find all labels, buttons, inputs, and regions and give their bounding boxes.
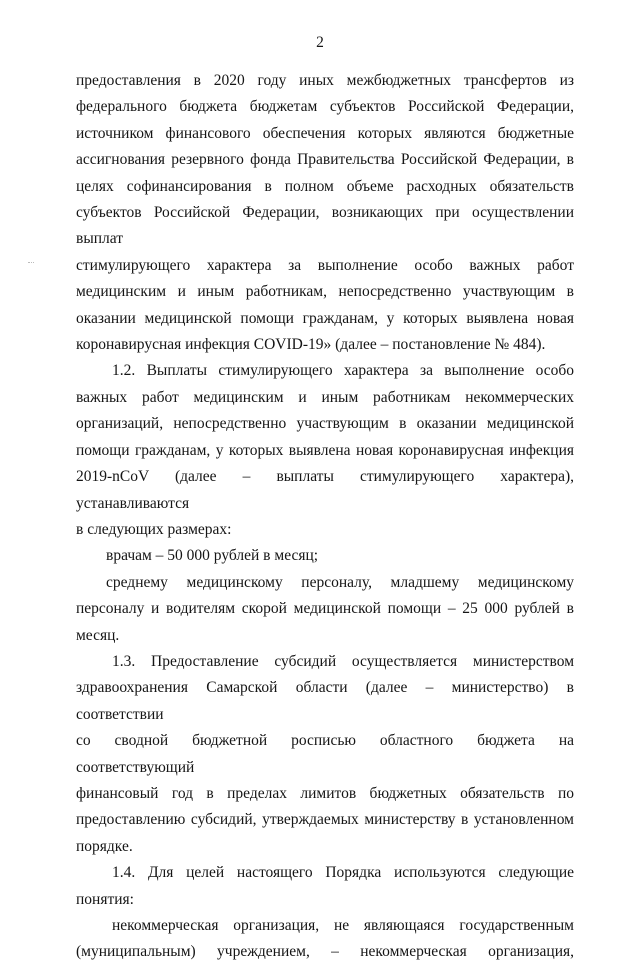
text-line: федерального бюджета бюджетам субъектов Российской Федерации, bbox=[76, 98, 574, 116]
text-line: стимулирующего характера за выполнение особо важных работ bbox=[76, 256, 574, 274]
text-line: субъектов Российской Федерации, возникающих при осуществлении выплат bbox=[76, 204, 574, 248]
text-line: персоналу и водителям скорой медицинской помощи – 25 000 рублей в bbox=[76, 600, 574, 618]
text-line: источником финансового обеспечения которых являются бюджетные bbox=[76, 124, 574, 142]
page-number: 2 bbox=[316, 34, 324, 51]
scan-edge-mark bbox=[28, 262, 34, 269]
text-line: (муниципальным) учреждением, – некоммерческая организация, bbox=[76, 943, 574, 961]
text-line: месяц. bbox=[76, 626, 120, 644]
text-line: понятия: bbox=[76, 890, 134, 908]
text-line: целях софинансирования в полном объеме расходных обязательств bbox=[76, 177, 574, 195]
text-line: ассигнования резервного фонда Правительства Российской Федерации, в bbox=[76, 151, 574, 169]
text-line: со сводной бюджетной росписью областного бюджета на соответствующий bbox=[76, 732, 574, 776]
text-line: предоставлению субсидий, утверждаемых министерству в установленном bbox=[76, 811, 574, 829]
text-line: в следующих размерах: bbox=[76, 520, 232, 538]
text-line: медицинским и иным работникам, непосредственно участвующим в bbox=[76, 283, 574, 301]
paragraph-1-3 bbox=[76, 649, 574, 860]
paragraph-nurses-payment bbox=[76, 570, 574, 649]
paragraph-1-2 bbox=[76, 358, 574, 543]
text-line: среднему медицинскому персоналу, младшему медицинскому bbox=[106, 573, 574, 591]
text-line: коронавирусная инфекция COVID-19» (далее – постановление № 484). bbox=[76, 336, 546, 354]
text-line: здравоохранения Самарской области (далее – министерство) в соответствии bbox=[76, 679, 574, 723]
text-line: некоммерческая организация, не являющаяся государственным bbox=[112, 917, 574, 934]
text-line: порядке. bbox=[76, 837, 133, 855]
paragraph-definition bbox=[76, 913, 574, 966]
paragraph-intro bbox=[76, 68, 574, 358]
text-line: предоставления в 2020 году иных межбюджетных трансфертов из bbox=[76, 72, 574, 89]
text-line: врачам – 50 000 рублей в месяц; bbox=[106, 547, 319, 565]
text-line: 1.4. Для целей настоящего Порядка используются следующие bbox=[112, 864, 574, 882]
text-line: важных работ медицинским и иным работникам некоммерческих bbox=[76, 388, 574, 406]
text-line: 2019-nCoV (далее – выплаты стимулирующего характера), устанавливаются bbox=[76, 468, 574, 512]
text-line: оказании медицинской помощи гражданам, у которых выявлена новая bbox=[76, 309, 574, 327]
text-line: организаций, непосредственно участвующим в оказании медицинской bbox=[76, 415, 574, 433]
text-line: 1.3. Предоставление субсидий осуществляется министерством bbox=[112, 652, 574, 670]
paragraph-1-4 bbox=[76, 860, 574, 913]
text-line: помощи гражданам, у которых выявлена новая коронавирусная инфекция bbox=[76, 441, 574, 459]
text-line: 1.2. Выплаты стимулирующего характера за выполнение особо bbox=[112, 362, 574, 380]
paragraph-doctors-payment bbox=[76, 543, 574, 569]
document-body bbox=[76, 68, 574, 966]
text-line: финансовый год в пределах лимитов бюджетных обязательств по bbox=[76, 784, 574, 802]
